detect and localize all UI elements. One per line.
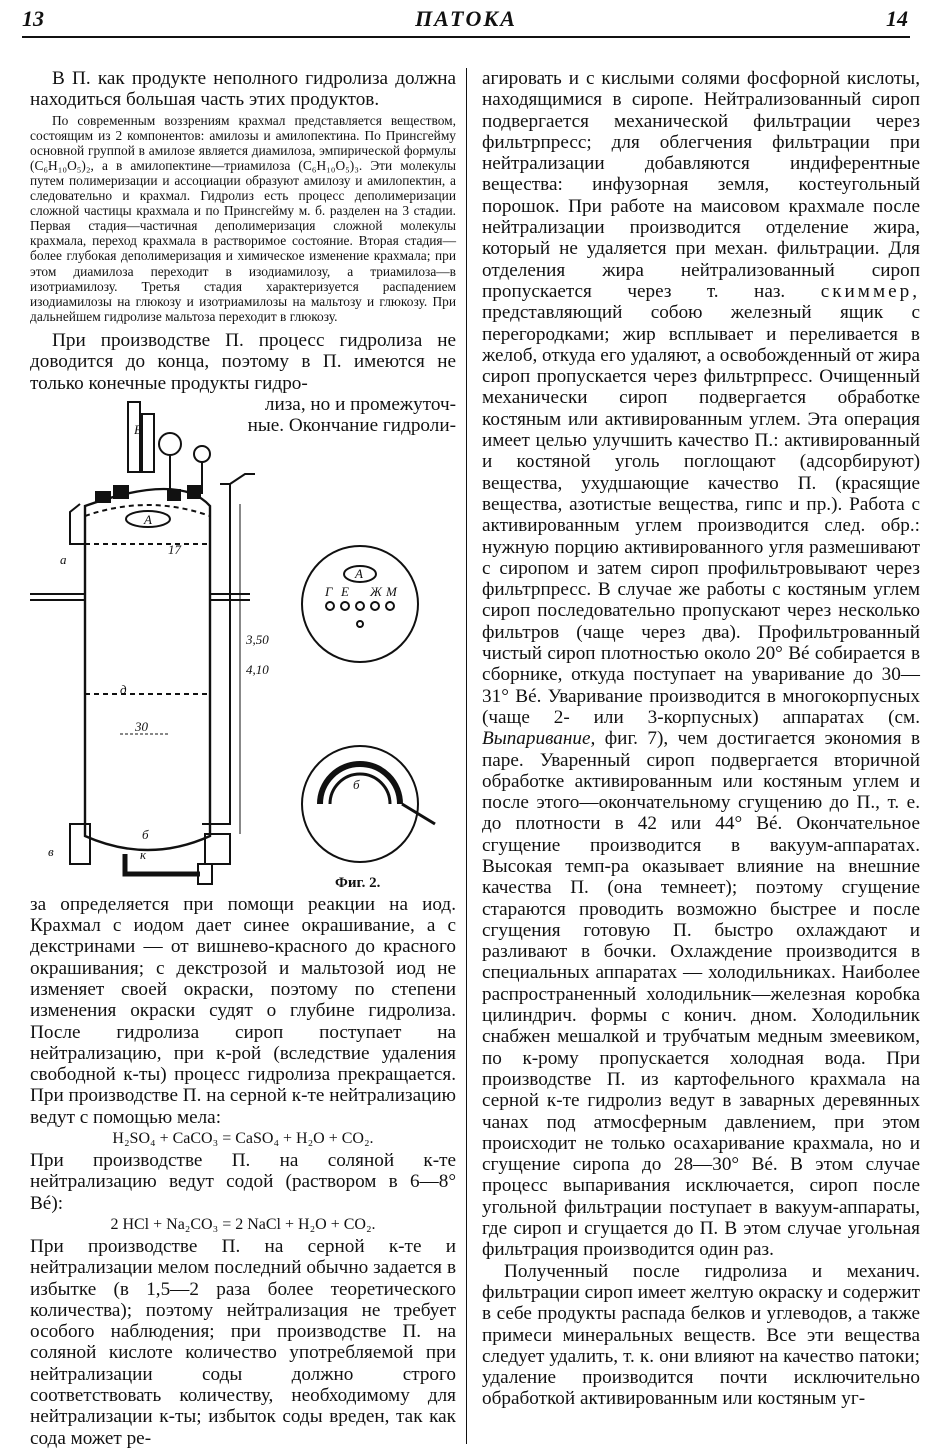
fig-label: б	[142, 826, 149, 842]
top-view	[302, 546, 418, 662]
paragraph: за определяется при помощи реакции на иод. Крахмал с иодом дает синее окрашивание, а с декстринами — от вишнево-красного до красного окрашивания; с декстрозой и мальтозой иод не изменяет своей окраски, поэтому по степени изменения окраски судят о глубине гидролиза. После гидролиза сироп поступает на нейтрализацию, при к-рой (вследствие удаления свободной к-ты) процесс гидролиза прекращается. При производстве П. на серной к-те нейтрализацию ведут с помощью мела:	[30, 893, 456, 1128]
figure-caption: Фиг. 2.	[335, 874, 381, 891]
chemical-formula: 2 HCl + Na₂CO₃ = 2 NaCl + H₂O + CO₂.	[110, 1215, 376, 1233]
fig-label: 4,10	[246, 661, 269, 677]
fitting	[114, 486, 128, 498]
paragraph: При производстве П. на соляной к-те нейтрализацию ведут содой (раствором в 6—8° Bé):	[30, 1150, 456, 1214]
fig-label: в	[48, 843, 54, 859]
fig-label: А	[144, 511, 152, 527]
small-print-note: По современным воззрениям крахмал представляется веществом, состоящим из 2 компонентов: амилозы и амилопектина. По Принсгейму основной группой в амилозе является диамилоза, эмпирической формулы (C₆H₁₀O₅)₂, а в амилопектине—триамилоза (C₆H₁₀O₅)₃. Эти молекулы путем полимеризации и ассоциации образуют амилозу и амилопектин, а следовательно и крахмал. Гидролиз есть процесс деполимеризации сложной частицы крахмала и по Принсгейму м. б. разделен на 3 стадии. Первая стадия—частичная деполимеризация сложной молекулы крахмала, переход крахмала в растворимое состояние. Вторая стадия—более глубокая деполимеризация и химическое изменение крахмала; при этом диамилоза переходит в изодиамилозу, а триамилоза—в изотриамилозу. Третья стадия характеризуется распадением изодиамилозы на глюкозу и изотриамилозы на мальтозу и глюкозу. При дальнейшем гидролизе мальтоза переходит в глюкозу.	[30, 112, 456, 324]
side-pipe	[202, 484, 230, 824]
figure-2	[30, 394, 456, 894]
fig-label: д	[120, 681, 127, 697]
chemical-formula: H₂SO₄ + CaCO₃ = CaSO₄ + H₂O + CO₂.	[112, 1130, 374, 1148]
paragraph: Полученный после гидролиза и механич. фильтрации сироп имеет желтую окраску и содержит в себе продукты распада белков и углеводов, а также примеси минеральных веществ. Все эти вещества следует удалить, т. к. они влияют на качество патоки; удаление производится почти исключительно обработкой активированным или костяным уг-	[482, 1260, 920, 1410]
cross-reference: Выпаривание,	[482, 728, 596, 750]
right-column	[482, 68, 920, 1410]
page-header	[0, 0, 932, 40]
fig-label: В	[134, 421, 142, 437]
fig-label: Ж	[370, 583, 382, 599]
gauge-icon	[194, 446, 210, 462]
spaced-term: скиммер,	[820, 280, 921, 302]
text-run: агировать и с кислыми солями фосфорной кислоты, находящимися в сиропе. Нейтрализованный сироп подвергается механической фильтрации через фильтрпресс; для облегчения фильтрации при нейтрализации добавляются индиферентные вещества: инфузорная земля, костеугольный порошок. При работе на маисовом крахмале после нейтрализации производится отделение жира, который не удаляется при механ. фильтрации. Для отделения жира нейтрализованный сироп пропускается через т. наз.	[482, 68, 920, 302]
fig-label: 30	[135, 718, 148, 734]
wrap-line: ные. Окончание гидроли-	[247, 414, 456, 436]
outlet-pipe	[125, 854, 200, 874]
paragraph: В П. как продукте неполного гидролиза должна находиться большая часть этих продуктов.	[30, 68, 456, 111]
column-divider	[466, 68, 467, 1444]
page-number-left: 13	[22, 6, 44, 31]
inlet-pipe	[128, 402, 140, 472]
paragraph	[482, 68, 920, 1261]
paragraph: При производстве П. процесс гидролиза не доводится до конца, поэтому в П. имеются не только конечные продукты гидро-	[30, 329, 456, 394]
paragraph: При производстве П. на серной к-те и нейтрализации мелом последний обычно задается в избытке (в 1,5—2 раза более теоретического количества); поэтому нейтрализация не требует особого наблюдения; при производстве П. на соляной кислоте количество употребляемой при нейтрализации соды должно строго соответствовать количеству, необходимому для нейтрализации к-ты; избыток соды вреден, так как сода может ре-	[30, 1235, 456, 1449]
fitting	[188, 486, 200, 498]
fig-label: М	[386, 583, 397, 599]
header-rule	[22, 36, 910, 38]
fig-label: 17	[168, 541, 181, 557]
inlet-pipe	[142, 414, 154, 472]
fitting	[168, 490, 180, 500]
left-column	[30, 68, 456, 1449]
wrap-line: лиза, но и промежуточ-	[264, 393, 456, 415]
text-run: представляющий собою железный ящик с перегородками; жир всплывает и переливается в желоб, откуда его удаляют, а освобожденный от жира сироп пропускается через фильтрпресс. Очищенный механически сироп подвергается обработке костяным или активированным углем. Эта операция имеет целью улучшить качество П.: активированный и костяной уголь поглощают (адсорбируют) вещества, ухудшающие качество П. (красящие вещества, азотистые вещества, гипс и пр.). Работа с активированным углем производится след. обр.: нужную порцию активированного угля размешивают с сиропом и затем сироп профильтровывают через фильтрпресс. В случае же работы с костяным углем сироп последовательно пропускают через несколько фильтров (чаще через два). Профильтрованный чистый сироп плотностью около 20° Bé собирается в сборнике, откуда поступает на уваривание до 30—31° Bé. Уваривание производится в многокорпусных (чаще 2- или 3-корпусных) аппаратах (см.	[482, 302, 920, 728]
running-head: ПАТОКА	[415, 6, 517, 31]
valve-icon	[159, 433, 181, 455]
page-number-right: 14	[886, 6, 908, 31]
fig-label: Г	[325, 583, 333, 599]
fig-label: А	[355, 565, 363, 581]
side-pipe	[70, 504, 85, 544]
fig-label: б	[353, 776, 360, 792]
fitting	[96, 492, 110, 502]
apparatus-drawing	[30, 394, 456, 894]
fig-label: к	[140, 846, 147, 862]
fig-label: 3,50	[246, 631, 269, 647]
fig-label: а	[60, 551, 67, 567]
text-run: фиг. 7), чем достигается экономия в паре. Уваренный сироп подвергается вторичной обработке активированным или костяным углем и после этого—окончательному сгущению до П., т. е. до плотности в 42 или 44° Bé. Окончательное сгущение производится в вакуум-аппаратах. Высокая темп-ра оказывает влияние на внешние качества П. (она темнеет); поэтому сгущение стараются проводить возможно быстрее и после сгущения готовую П. быстро охлаждают и разливают в бочки. Охлаждение производится в специальных аппаратах — холодильниках. Наиболее распространенный холодильник—железная коробка цилиндрич. формы с конич. дном. Холодильник снабжен мешалкой и трубчатым медным змеевиком, по к-рому пропускается холодная вода. При производстве П. из картофельного крахмала на серной к-те гидролиз ведут в заварных деревянных чанах под атмосферным давлением, при этом происходит не только осахаривание крахмала, но и сгущение сиропа до 28—30° Bé. В этом случае процесс выпаривания исключается, сироп после угольной фильтрации поступает в вакуум-аппараты, где сироп и сгущается до П. В этом случае угольная фильтрация производится один раз.	[482, 728, 920, 1261]
fig-label: Е	[341, 583, 349, 599]
